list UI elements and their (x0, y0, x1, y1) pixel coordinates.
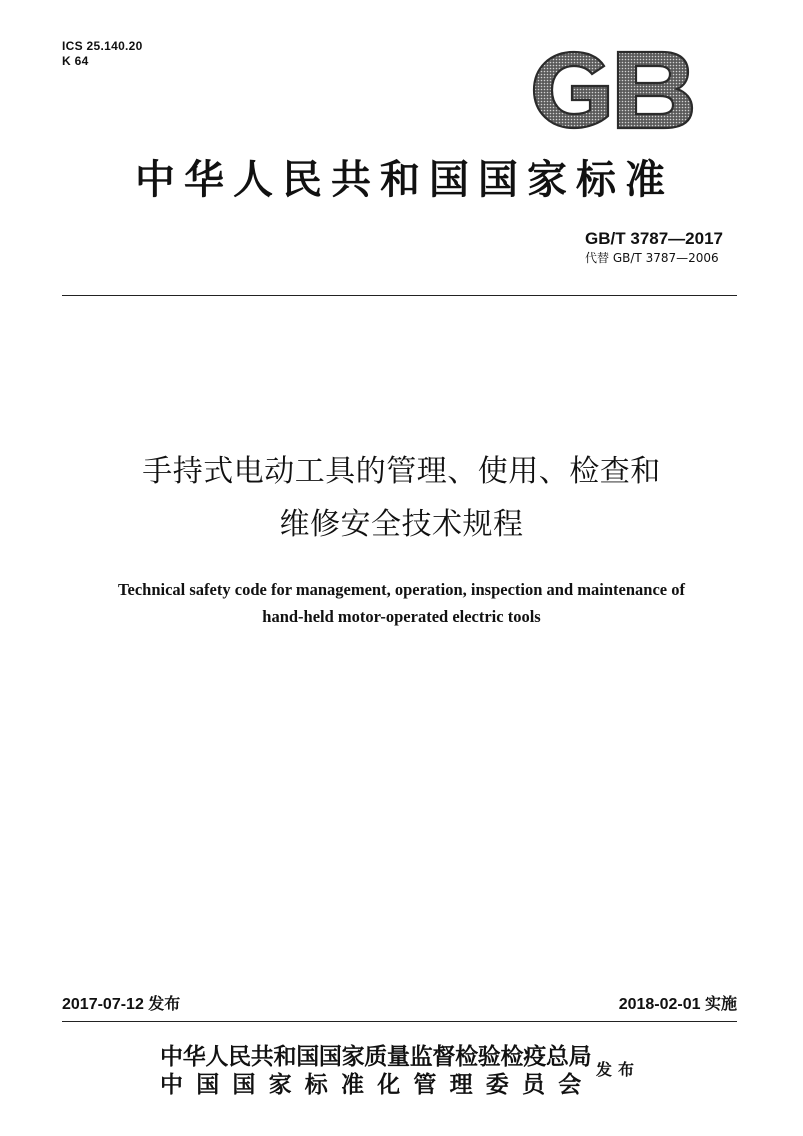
implementation-date: 2018-02-01 实施 (618, 996, 737, 1013)
header-divider (62, 295, 737, 296)
replaces-standard: 代替 GB/T 3787—2006 (585, 251, 719, 265)
issuer-line-1: 中华人民共和国国家质量监督检验检疫总局 (160, 1044, 592, 1070)
gb-logo-graphic (528, 46, 696, 134)
standard-number: GB/T 3787—2017 (585, 229, 723, 248)
title-en-line-2: hand-held motor-operated electric tools (262, 607, 541, 626)
ics-code: ICS 25.140.20 (62, 39, 143, 53)
standard-number-block (585, 228, 723, 266)
title-cn-line-1: 手持式电动工具的管理、使用、检查和 (142, 454, 661, 489)
national-standard-heading: 中华人民共和国国家标准 (135, 157, 674, 203)
footer-divider (62, 1021, 737, 1022)
classification-codes (62, 39, 143, 69)
publish-label: 发布 (596, 1060, 641, 1079)
gb-logo (528, 46, 696, 134)
title-en-line-1: Technical safety code for management, operation, inspection and maintenance of (118, 580, 685, 599)
issuer-line-2: 中国国家标准化管理委员会 (160, 1072, 595, 1098)
ccs-code: K 64 (62, 54, 89, 68)
title-cn-line-2: 维修安全技术规程 (279, 507, 524, 542)
issue-date: 2017-07-12 发布 (62, 996, 181, 1013)
